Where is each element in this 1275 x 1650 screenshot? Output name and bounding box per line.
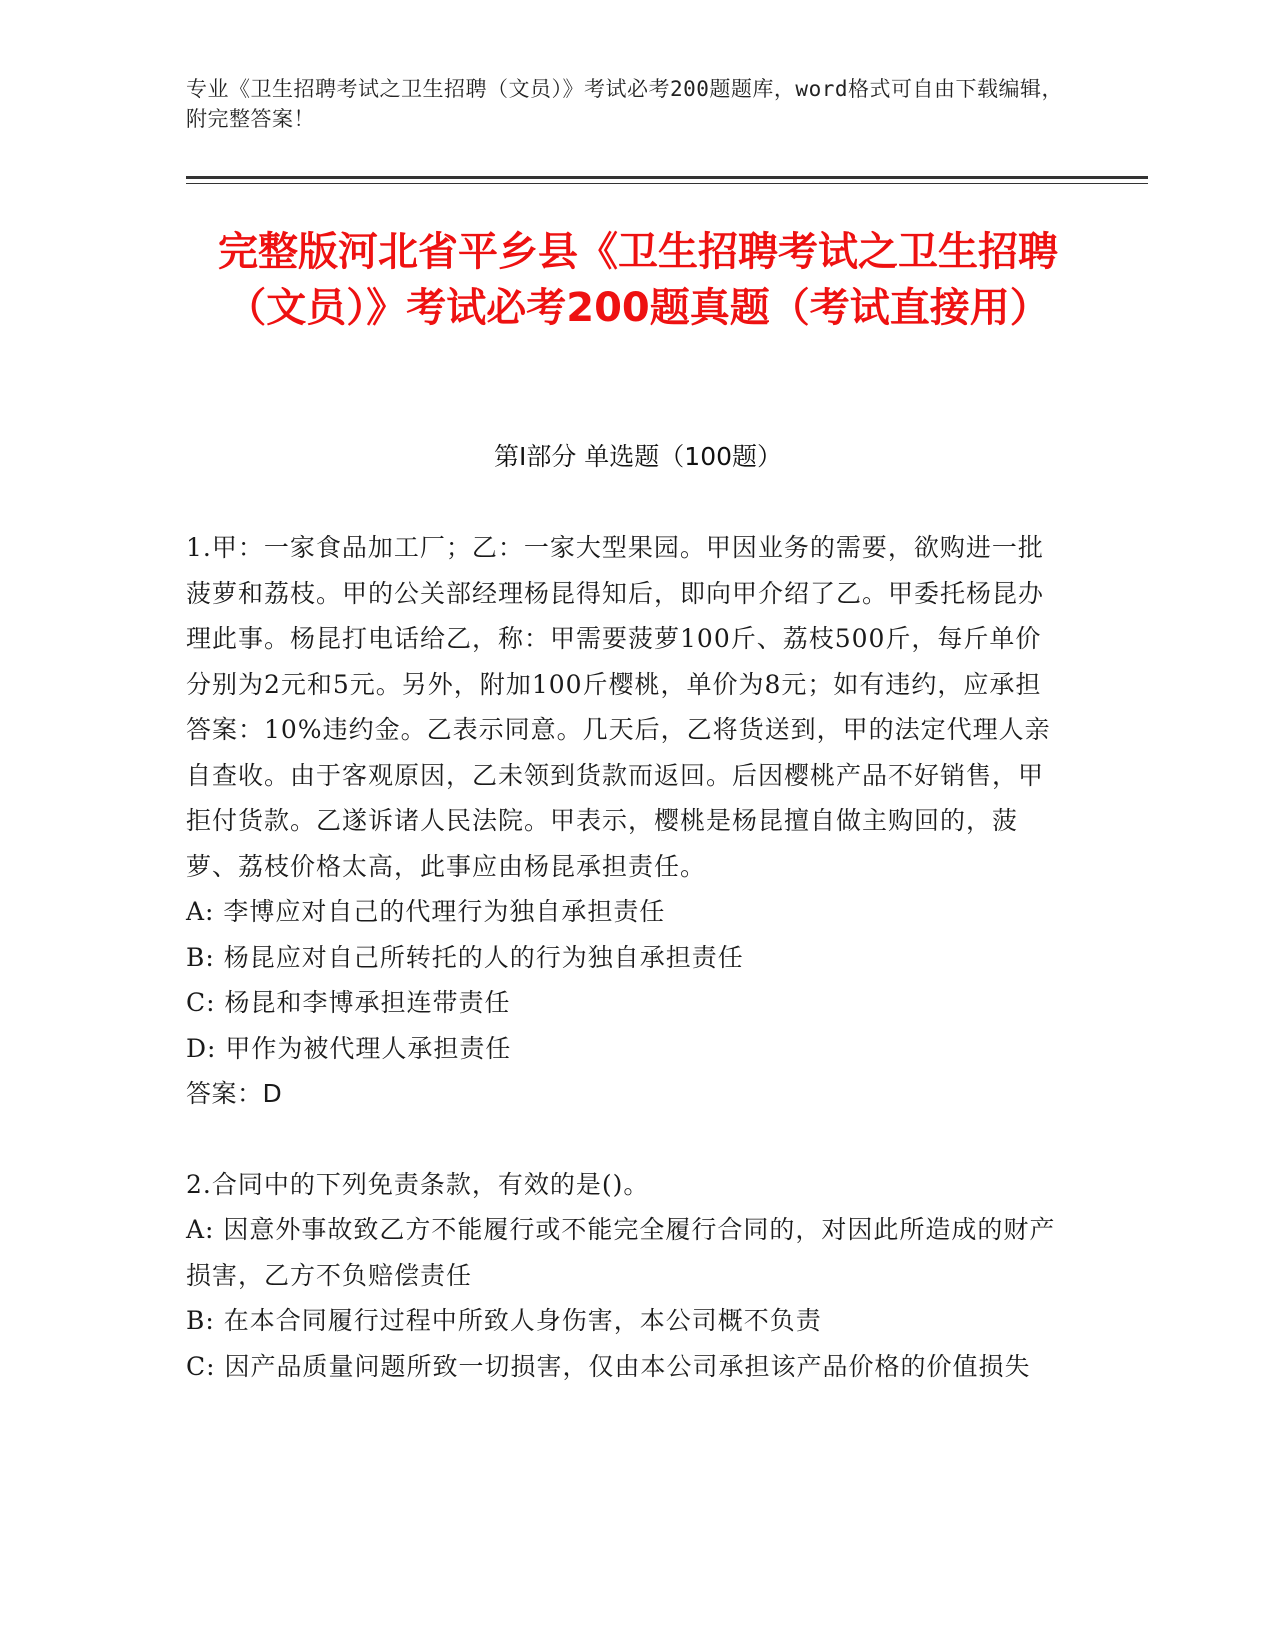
question-list [186, 525, 1066, 1389]
question-stem: 2.合同中的下列免责条款，有效的是()。 [186, 1169, 650, 1199]
option-a: A: 因意外事故致乙方不能履行或不能完全履行合同的，对因此所造成的财产损害，乙方不负赔偿责任 [186, 1215, 1056, 1290]
question-2 [186, 1162, 1066, 1390]
option-c: C: 因产品质量问题所致一切损害，仅由本公司承担该产品价格的价值损失 [186, 1351, 1031, 1381]
answer-label: 答案：D [186, 1079, 283, 1108]
option-b: B: 杨昆应对自己所转托的人的行为独自承担责任 [186, 942, 744, 972]
header-divider-thick [186, 176, 1148, 179]
question-spacer [186, 1117, 1066, 1162]
header-divider-thin [186, 183, 1148, 184]
option-c: C: 杨昆和李博承担连带责任 [186, 988, 511, 1017]
question-1 [186, 525, 1066, 1117]
question-stem: 1.甲：一家食品加工厂；乙：一家大型果园。甲因业务的需要，欲购进一批菠萝和荔枝。甲的公关部经理杨昆得知后，即向甲介绍了乙。甲委托杨昆办理此事。杨昆打电话给乙，称：甲需要菠萝100斤、荔枝500斤，每斤单价分别为2元和5元。另外，附加100斤樱桃，单价为8元；如有违约，应承担答案：10%违约金。乙表示同意。几天后，乙将货送到，甲的法定代理人亲自查收。由于客观原因，乙未领到货款而返回。后因樱桃产品不好销售，甲拒付货款。乙遂诉诸人民法院。甲表示，樱桃是杨昆擅自做主购回的，菠萝、荔枝价格太高，此事应由杨昆承担责任。 [186, 533, 1051, 881]
option-b: B: 在本合同履行过程中所致人身伤害，本公司概不负责 [186, 1306, 822, 1335]
document-title: 完整版河北省平乡县《卫生招聘考试之卫生招聘（文员）》考试必考200题真题（考试直接用） [218, 229, 1058, 331]
header-note: 专业《卫生招聘考试之卫生招聘（文员）》考试必考200题题库，word格式可自由下载编辑，附完整答案！ [186, 77, 1063, 131]
option-a: A: 李博应对自己的代理行为独自承担责任 [186, 897, 666, 926]
section-title: 第Ⅰ部分 单选题（100题） [493, 442, 783, 471]
option-d: D: 甲作为被代理人承担责任 [186, 1033, 512, 1063]
